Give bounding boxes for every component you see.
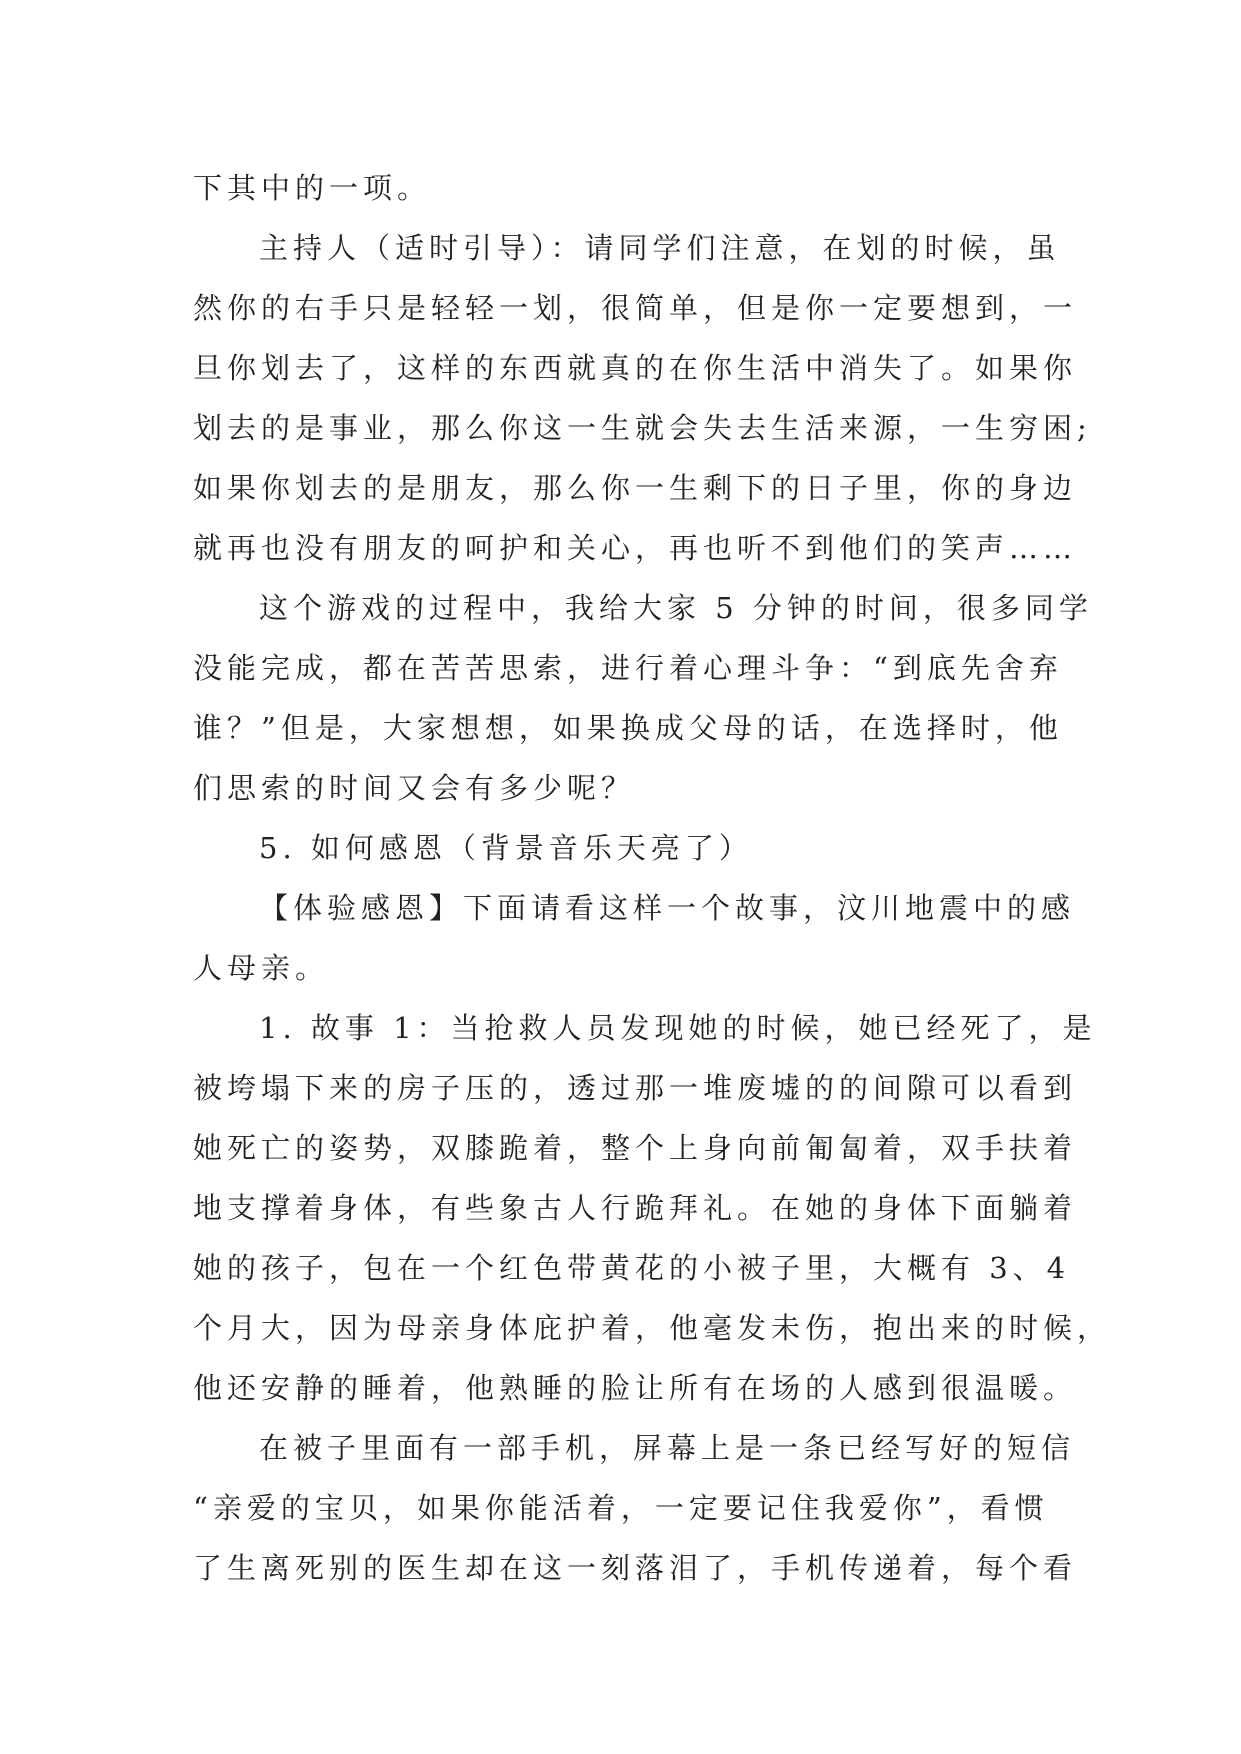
text-line: 没能完成，都在苦苦思索，进行着心理斗争：“到底先舍弃 (193, 651, 1063, 685)
body-text (193, 158, 1112, 1598)
text-line: 在被子里面有一部手机，屏幕上是一条已经写好的短信 (259, 1431, 1076, 1465)
text-line: 被垮塌下来的房子压的，透过那一堆废墟的的间隙可以看到 (193, 1071, 1078, 1105)
text-line: 们思索的时间又会有多少呢？ (193, 771, 636, 805)
text-line: 如果你划去的是朋友，那么你一生剩下的日子里，你的身边 (193, 471, 1078, 505)
text-line: 1. 故事 1：当抢救人员发现她的时候，她已经死了，是 (259, 1011, 1097, 1045)
section-heading: 5. 如何感恩（背景音乐天亮了） (259, 831, 753, 865)
text-line: 了生离死别的医生却在这一刻落泪了，手机传递着，每个看 (193, 1551, 1078, 1585)
text-line: 下其中的一项。 (193, 171, 432, 205)
text-line: 她死亡的姿势，双膝跪着，整个上身向前匍匐着，双手扶着 (193, 1131, 1078, 1165)
text-line: 谁？”但是，大家想想，如果换成父母的话，在选择时，他 (193, 711, 1063, 745)
text-line: 然你的右手只是轻轻一划，很简单，但是你一定要想到，一 (193, 291, 1078, 325)
text-line: “亲爱的宝贝，如果你能活着，一定要记住我爱你”，看惯 (193, 1491, 1049, 1525)
text-line: 主持人（适时引导）：请同学们注意，在划的时候，虽 (259, 231, 1061, 265)
text-line: 人母亲。 (193, 951, 330, 985)
text-line: 划去的是事业，那么你这一生就会失去生活来源，一生穷困; (193, 411, 1092, 445)
text-line: 她的孩子，包在一个红色带黄花的小被子里，大概有 3、4 (193, 1251, 1071, 1285)
text-line: 就再也没有朋友的呵护和关心，再也听不到他们的笑声…… (193, 531, 1078, 565)
text-line: 他还安静的睡着，他熟睡的脸让所有在场的人感到很温暖。 (193, 1371, 1078, 1405)
text-line: 旦你划去了，这样的东西就真的在你生活中消失了。如果你 (193, 351, 1078, 385)
text-line: 个月大，因为母亲身体庇护着，他毫发未伤，抱出来的时候， (193, 1311, 1112, 1345)
text-line: 地支撑着身体，有些象古人行跪拜礼。在她的身体下面躺着 (193, 1191, 1078, 1225)
text-line: 这个游戏的过程中，我给大家 5 分钟的时间，很多同学 (259, 591, 1093, 625)
text-line: 【体验感恩】下面请看这样一个故事，汶川地震中的感 (259, 891, 1076, 925)
